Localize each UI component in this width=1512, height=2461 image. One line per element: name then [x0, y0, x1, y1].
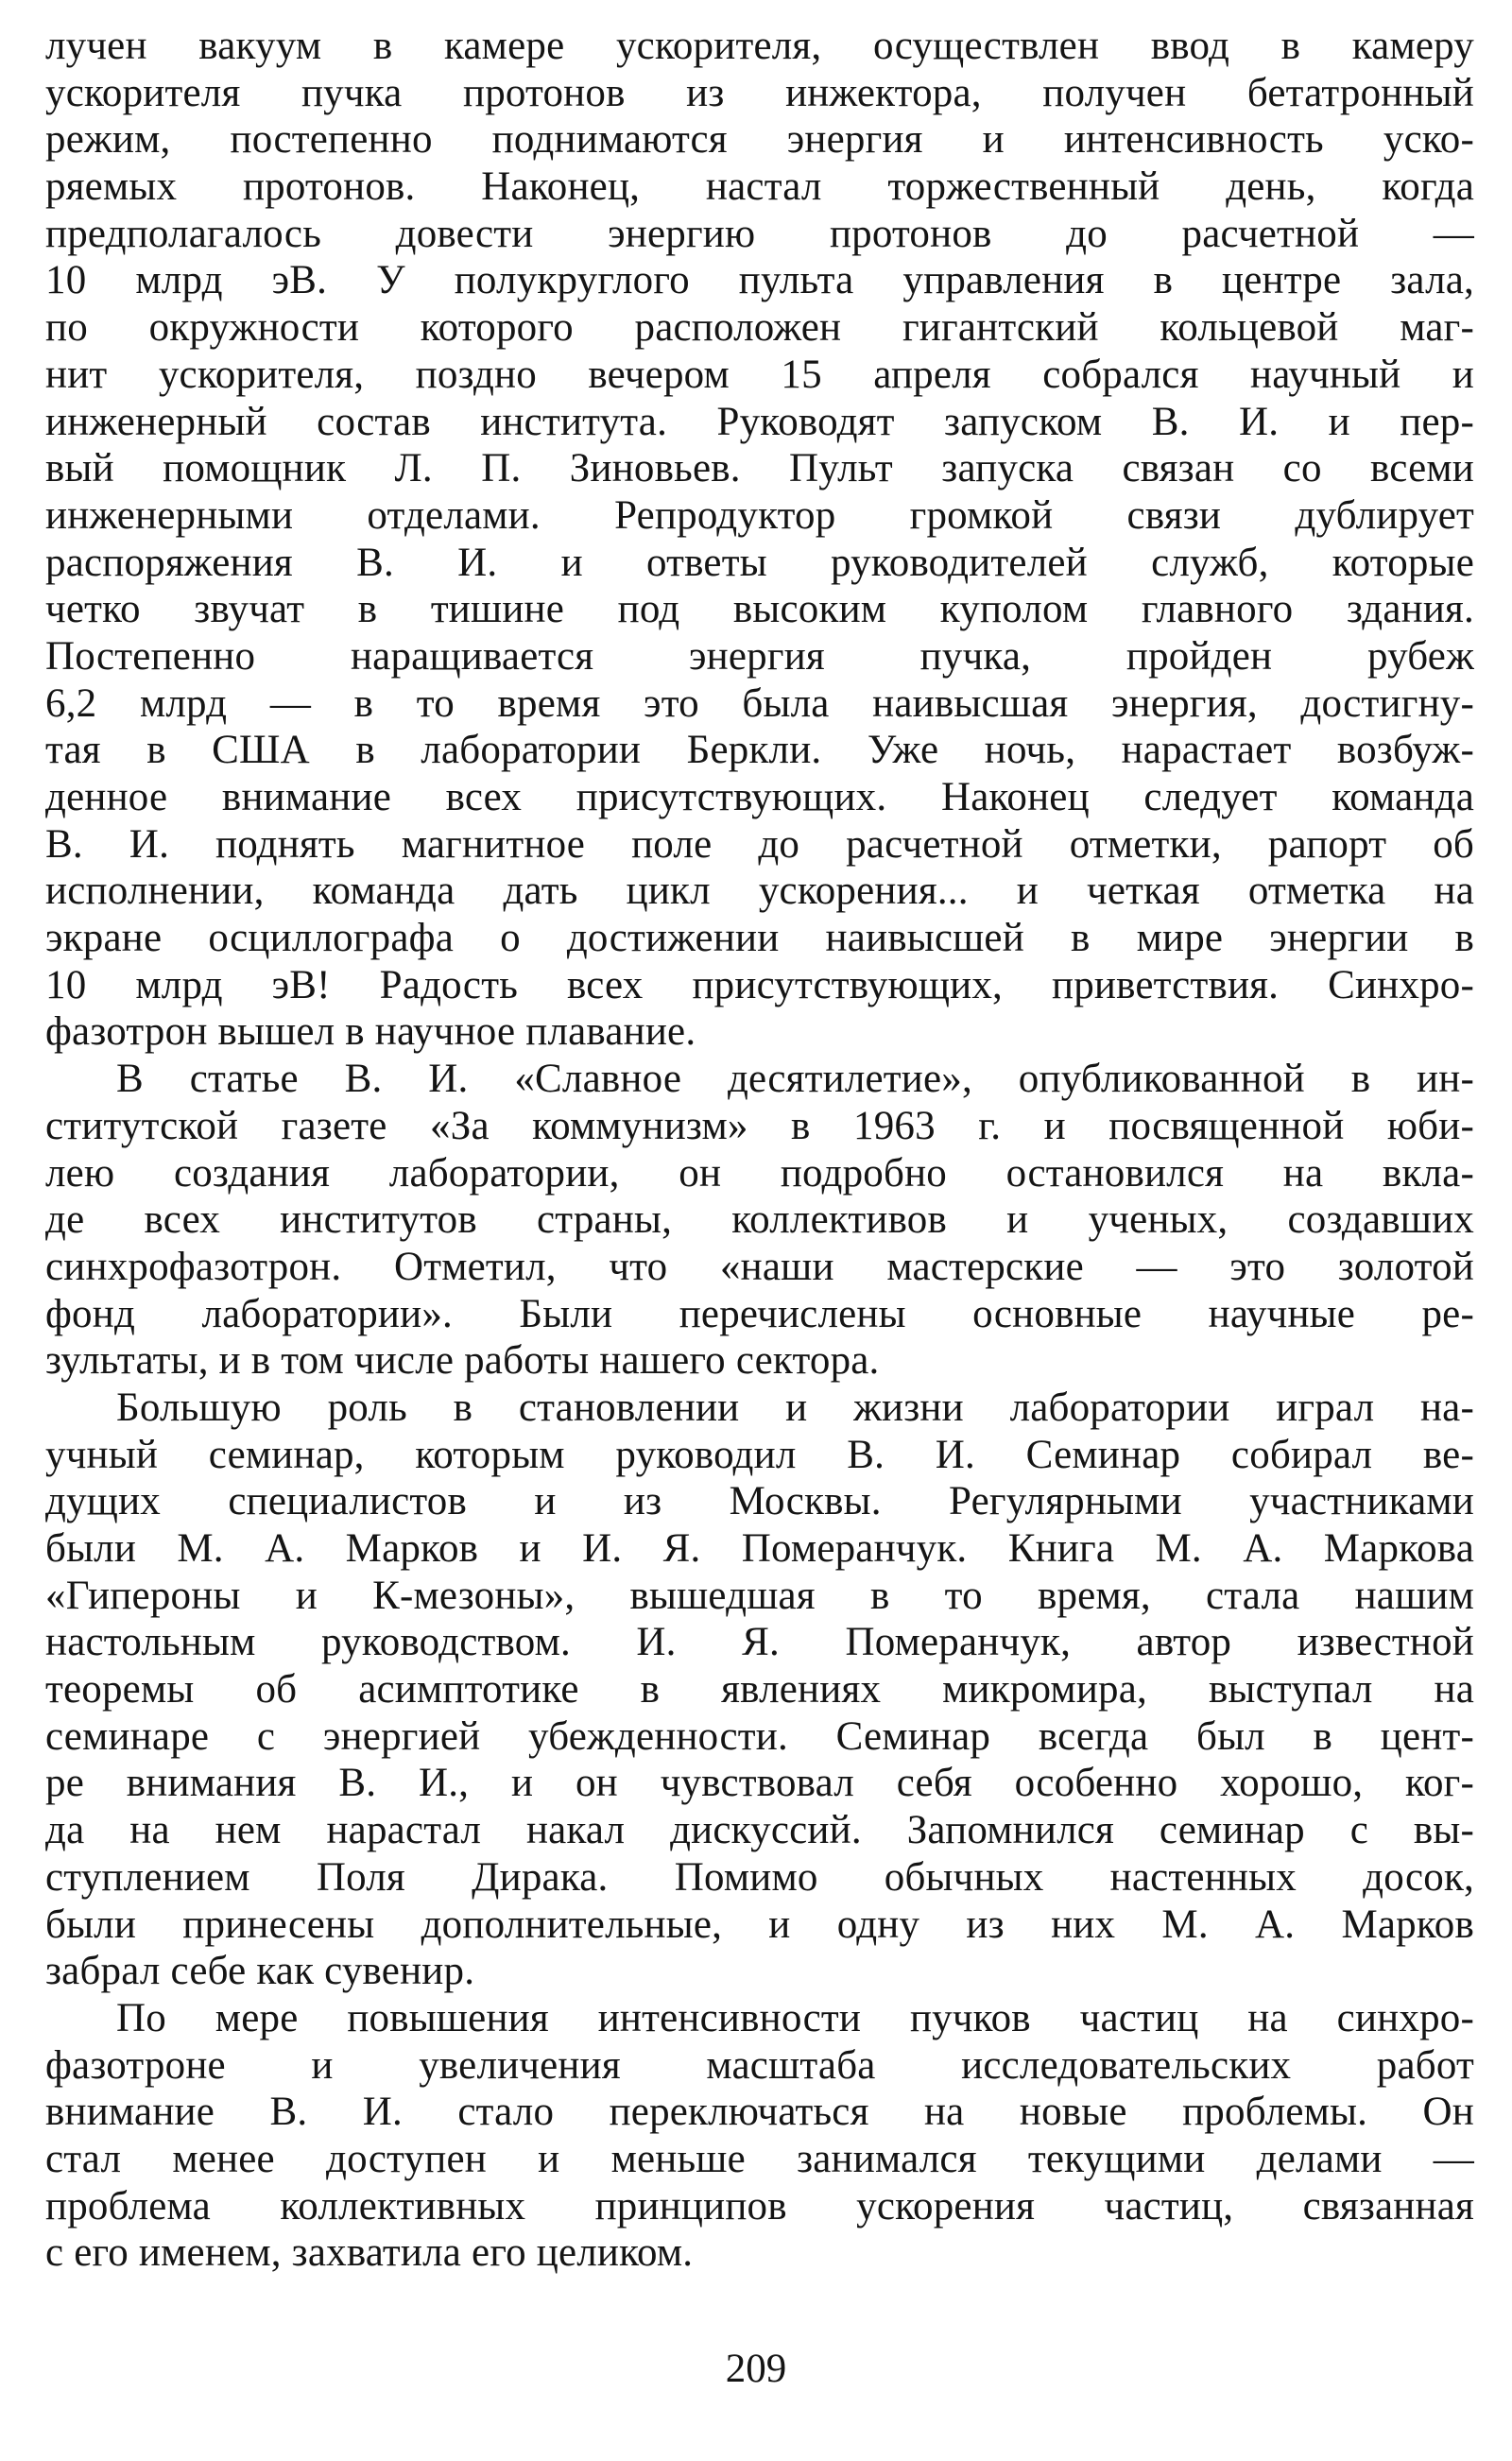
text-line: инженерными отделами. Репродуктор громкой связи дублирует	[45, 492, 1474, 538]
text-line: денное внимание всех присутствующих. Наконец следует команда	[45, 775, 1474, 819]
text-line: были М. А. Марков и И. Я. Померанчук. Книга М. А. Маркова	[45, 1526, 1474, 1571]
text-line: фазотрон вышел в научное плавание.	[45, 1009, 696, 1055]
text-line: настольным руководством. И. Я. Померанчук, автор известной	[45, 1620, 1474, 1665]
page-body	[45, 23, 1474, 2277]
text-line: ступлением Поля Дирака. Помимо обычных настенных досок,	[45, 1854, 1474, 1900]
text-line: дущих специалистов и из Москвы. Регулярными участниками	[45, 1479, 1474, 1524]
text-line: учный семинар, которым руководил В. И. Семинар собирал ве-	[45, 1432, 1474, 1477]
page-number: 209	[725, 2347, 787, 2391]
text-line: были принесены дополнительные, и одну из них М. А. Марков	[45, 1902, 1474, 1947]
text-line: нит ускорителя, поздно вечером 15 апреля собрался научный и	[45, 352, 1474, 397]
text-line: ускорителя пучка протонов из инжектора, получен бетатронный	[45, 70, 1474, 115]
text-line: В статье В. И. «Славное десятилетие», опубликованной в ин-	[116, 1057, 1474, 1102]
text-line: распоряжения В. И. и ответы руководителей служб, которые	[45, 540, 1474, 585]
text-line: фазотроне и увеличения масштаба исследовательских работ	[45, 2042, 1474, 2088]
text-line: четко звучат в тишине под высоким куполом главного здания.	[45, 587, 1474, 632]
text-line: лею создания лаборатории, он подробно остановился на вкла-	[45, 1150, 1474, 1196]
text-line: вый помощник Л. П. Зиновьев. Пульт запуска связан со всеми	[45, 446, 1474, 491]
text-line: 10 млрд эВ! Радость всех присутствующих, приветствия. Синхро-	[45, 962, 1474, 1007]
text-line: Постепенно наращивается энергия пучка, пройден рубеж	[45, 633, 1474, 679]
text-line: синхрофазотрон. Отметил, что «наши мастерские — это золотой	[45, 1244, 1474, 1289]
text-line: По мере повышения интенсивности пучков частиц на синхро-	[116, 1995, 1474, 2040]
text-line: инженерный состав института. Руководят запуском В. И. и пер-	[45, 399, 1474, 444]
text-line: фонд лаборатории». Были перечислены основные научные ре-	[45, 1291, 1474, 1336]
text-line: экране осциллографа о достижении наивысшей в мире энергии в	[45, 916, 1474, 961]
text-line: тая в США в лаборатории Беркли. Уже ночь, нарастает возбуж-	[45, 728, 1474, 773]
text-line: семинаре с энергией убежденности. Семинар всегда был в цент-	[45, 1713, 1474, 1759]
text-line: предполагалось довести энергию протонов до расчетной —	[45, 211, 1474, 256]
text-line: «Гипероны и К-мезоны», вышедшая в то время, стала нашим	[45, 1573, 1474, 1618]
text-line: В. И. поднять магнитное поле до расчетной отметки, рапорт об	[45, 821, 1474, 867]
text-line: проблема коллективных принципов ускорения частиц, связанная	[45, 2183, 1474, 2229]
text-line: исполнении, команда дать цикл ускорения... и четкая отметка на	[45, 869, 1474, 914]
text-line: с его именем, захватила его целиком.	[45, 2230, 694, 2276]
text-line: 10 млрд эВ. У полукруглого пульта управления в центре зала,	[45, 258, 1474, 303]
text-line: да на нем нарастал накал дискуссий. Запомнился семинар с вы-	[45, 1808, 1474, 1853]
text-line: лучен вакуум в камере ускорителя, осуществлен ввод в камеру	[45, 24, 1474, 68]
text-line: ститутской газете «За коммунизм» в 1963 г. и посвященной юби-	[45, 1103, 1474, 1148]
text-line: зультаты, и в том числе работы нашего сектора.	[45, 1338, 880, 1384]
text-line: внимание В. И. стало переключаться на новые проблемы. Он	[45, 2090, 1474, 2135]
text-line: ре внимания В. И., и он чувствовал себя особенно хорошо, ког-	[45, 1761, 1474, 1806]
text-line: Большую роль в становлении и жизни лаборатории играл на-	[116, 1385, 1474, 1430]
text-line: 6,2 млрд — в то время это была наивысшая энергия, достигну-	[45, 680, 1474, 726]
text-line: забрал себе как сувенир.	[45, 1949, 475, 1994]
text-line: де всех институтов страны, коллективов и ученых, создавших	[45, 1197, 1474, 1243]
text-line: теоремы об асимптотике в явлениях микромира, выступал на	[45, 1667, 1474, 1712]
text-line: режим, постепенно поднимаются энергия и интенсивность уско-	[45, 117, 1474, 163]
text-line: стал менее доступен и меньше занимался текущими делами —	[45, 2136, 1474, 2181]
text-line: ряемых протонов. Наконец, настал торжественный день, когда	[45, 164, 1474, 210]
text-line: по окружности которого расположен гигантский кольцевой маг-	[45, 305, 1474, 351]
